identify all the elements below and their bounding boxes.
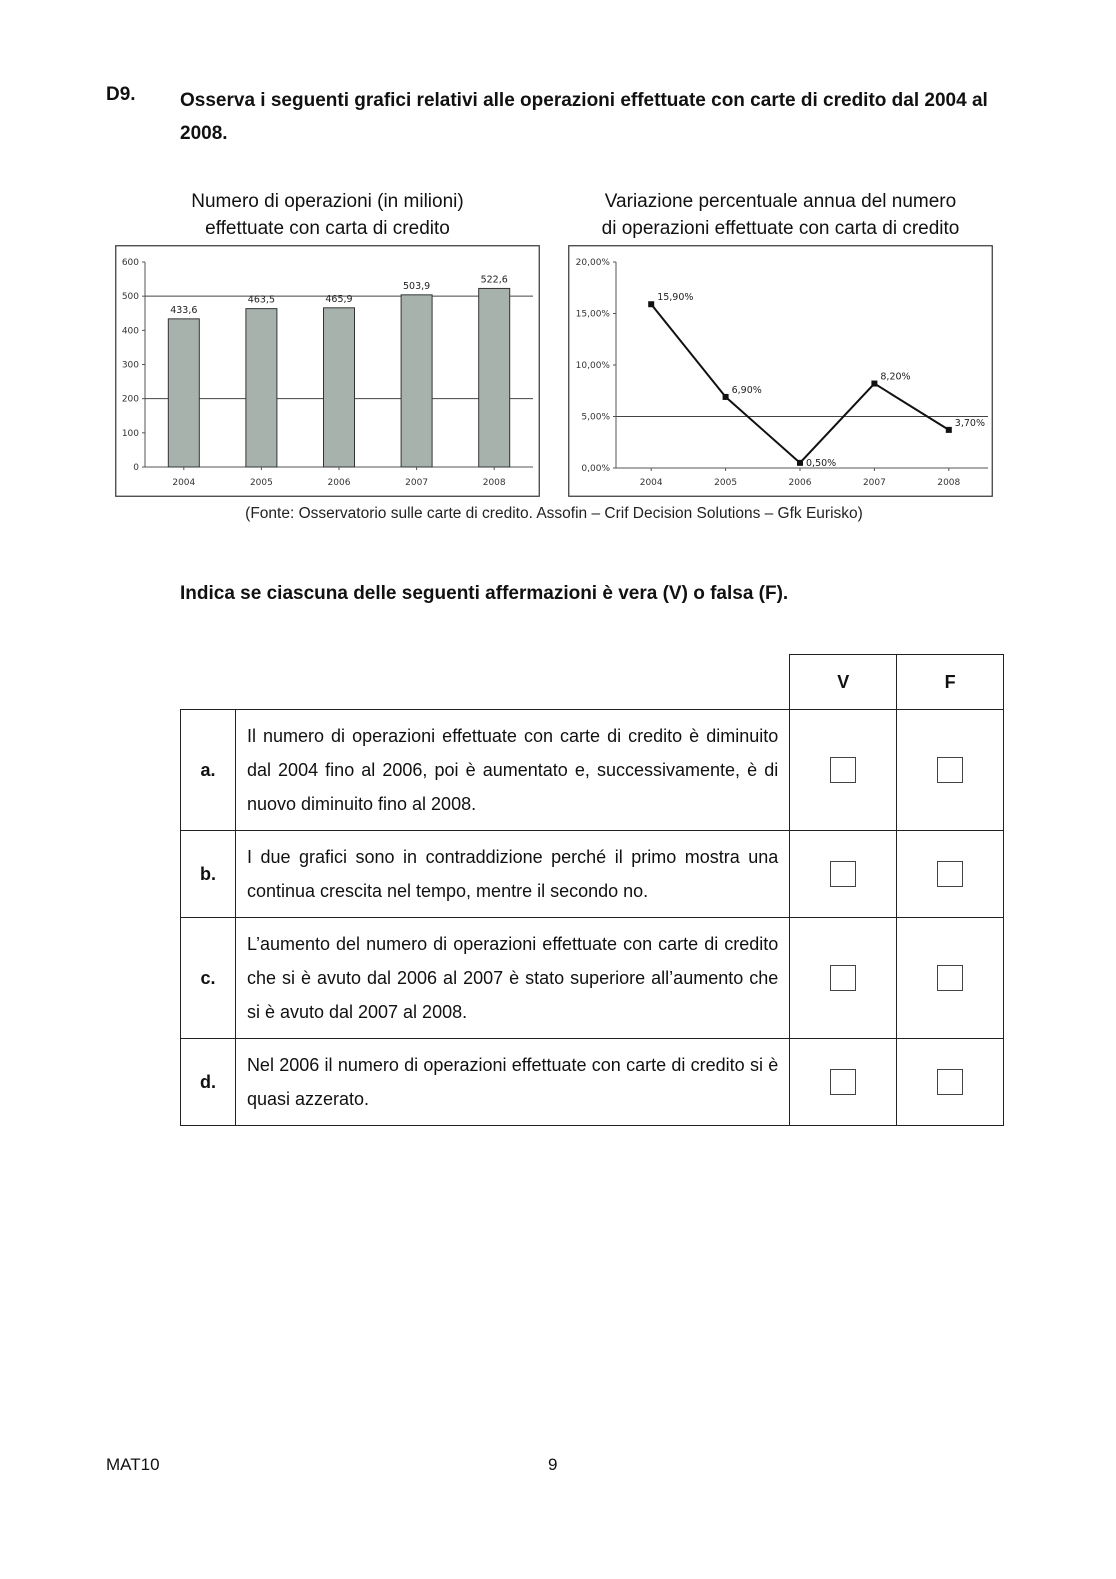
bar-x-tick-label: 2007 xyxy=(405,478,429,488)
line-point xyxy=(946,427,952,433)
f-cell xyxy=(897,831,1004,918)
header-f: F xyxy=(897,655,1004,710)
line-point xyxy=(648,301,654,307)
header-v: V xyxy=(790,655,897,710)
checkbox-v-b[interactable] xyxy=(830,861,856,887)
line-x-tick-label: 2006 xyxy=(788,478,812,488)
bar-chart xyxy=(115,245,540,497)
line-y-tick-label: 20,00% xyxy=(575,258,610,268)
f-cell xyxy=(897,918,1004,1039)
checkbox-v-a[interactable] xyxy=(830,757,856,783)
instruction: Indica se ciascuna delle seguenti affermazioni è vera (V) o falsa (F). xyxy=(180,583,789,604)
line-y-tick-label: 5,00% xyxy=(581,412,610,423)
bar-value-label: 433,6 xyxy=(170,304,198,316)
footer-code: MAT10 xyxy=(106,1455,160,1474)
line-point-label: 3,70% xyxy=(954,417,985,429)
line-x-tick-label: 2004 xyxy=(639,478,663,488)
line-point-label: 8,20% xyxy=(880,371,911,383)
bar-x-tick-label: 2004 xyxy=(172,478,196,488)
bar-chart-title-line1: Numero di operazioni (in milioni) xyxy=(191,191,464,212)
header-blank xyxy=(181,655,790,710)
line-point xyxy=(871,381,877,387)
line-x-tick-label: 2008 xyxy=(937,478,961,488)
bar-value-label: 503,9 xyxy=(402,280,431,292)
table-header-row xyxy=(181,655,1004,710)
page-number: 9 xyxy=(548,1455,558,1474)
line-chart xyxy=(568,245,993,497)
bar-value-label: 465,9 xyxy=(325,293,353,305)
bar-y-tick-label: 0 xyxy=(133,463,139,473)
bar-y-tick-label: 300 xyxy=(121,360,139,371)
v-cell xyxy=(790,831,897,918)
bar xyxy=(246,309,277,467)
line-point-label: 6,90% xyxy=(731,384,762,396)
bar-x-tick-label: 2008 xyxy=(482,478,506,488)
row-letter: a. xyxy=(181,710,236,831)
line-chart-title xyxy=(568,188,993,242)
line-point-label: 15,90% xyxy=(657,292,694,304)
f-cell xyxy=(897,710,1004,831)
bar-chart-title-line2: effettuate con carta di credito xyxy=(205,218,450,239)
line-x-tick-label: 2007 xyxy=(862,478,886,488)
bar xyxy=(401,295,432,467)
v-cell xyxy=(790,710,897,831)
v-cell xyxy=(790,918,897,1039)
bar xyxy=(479,288,510,467)
bar-y-tick-label: 500 xyxy=(121,292,139,303)
row-statement: L’aumento del numero di operazioni effettuate con carte di credito che si è avuto dal 2006 al 2007 è stato superiore all’aumento che si è avuto dal 2007 al 2008. xyxy=(235,918,789,1039)
checkbox-v-c[interactable] xyxy=(830,965,856,991)
line-x-tick-label: 2005 xyxy=(714,478,738,488)
f-cell xyxy=(897,1039,1004,1126)
checkbox-f-c[interactable] xyxy=(937,965,963,991)
row-statement: Il numero di operazioni effettuate con carte di credito è diminuito dal 2004 fino al 2006, poi è aumentato e, successivamente, è di nuovo diminuito fino al 2008. xyxy=(235,710,789,831)
table-row xyxy=(181,831,1004,918)
row-statement: I due grafici sono in contraddizione perché il primo mostra una continua crescita nel tempo, mentre il secondo no. xyxy=(235,831,789,918)
line-y-tick-label: 0,00% xyxy=(581,464,610,474)
line-point xyxy=(723,394,729,400)
v-cell xyxy=(790,1039,897,1126)
bar-y-tick-label: 600 xyxy=(121,258,139,268)
line-y-tick-label: 15,00% xyxy=(575,309,610,320)
row-letter: d. xyxy=(181,1039,236,1126)
checkbox-f-d[interactable] xyxy=(937,1069,963,1095)
bar-chart-title xyxy=(115,188,540,242)
line-point-label: 0,50% xyxy=(806,457,837,469)
line-point xyxy=(797,460,803,466)
checkbox-f-b[interactable] xyxy=(937,861,963,887)
line-y-tick-label: 10,00% xyxy=(575,361,610,371)
source-note: (Fonte: Osservatorio sulle carte di credito. Assofin – Crif Decision Solutions – Gfk Eurisko) xyxy=(245,505,863,522)
line-chart-frame xyxy=(569,246,993,497)
checkbox-f-a[interactable] xyxy=(937,757,963,783)
bar-value-label: 463,5 xyxy=(247,294,276,306)
table-row xyxy=(181,918,1004,1039)
line-chart-title-line2: di operazioni effettuate con carta di credito xyxy=(601,218,960,239)
question-text: Osserva i seguenti grafici relativi alle operazioni effettuate con carte di credito dal 2004 al 2008. xyxy=(180,90,988,144)
row-statement: Nel 2006 il numero di operazioni effettuate con carte di credito si è quasi azzerato. xyxy=(235,1039,789,1126)
row-letter: c. xyxy=(181,918,236,1039)
line-chart-title-line1: Variazione percentuale annua del numero xyxy=(604,191,957,212)
bar-x-tick-label: 2005 xyxy=(249,478,273,488)
bar-y-tick-label: 100 xyxy=(121,428,139,439)
bar-y-tick-label: 400 xyxy=(121,326,139,337)
checkbox-v-d[interactable] xyxy=(830,1069,856,1095)
bar-x-tick-label: 2006 xyxy=(327,478,351,488)
bar-value-label: 522,6 xyxy=(480,274,508,286)
table-row xyxy=(181,710,1004,831)
bar-y-tick-label: 200 xyxy=(121,394,139,405)
bar xyxy=(168,319,199,467)
question-number: D9. xyxy=(106,84,136,105)
true-false-table xyxy=(180,654,1004,1126)
row-letter: b. xyxy=(181,831,236,918)
table-row xyxy=(181,1039,1004,1126)
bar xyxy=(324,308,355,467)
